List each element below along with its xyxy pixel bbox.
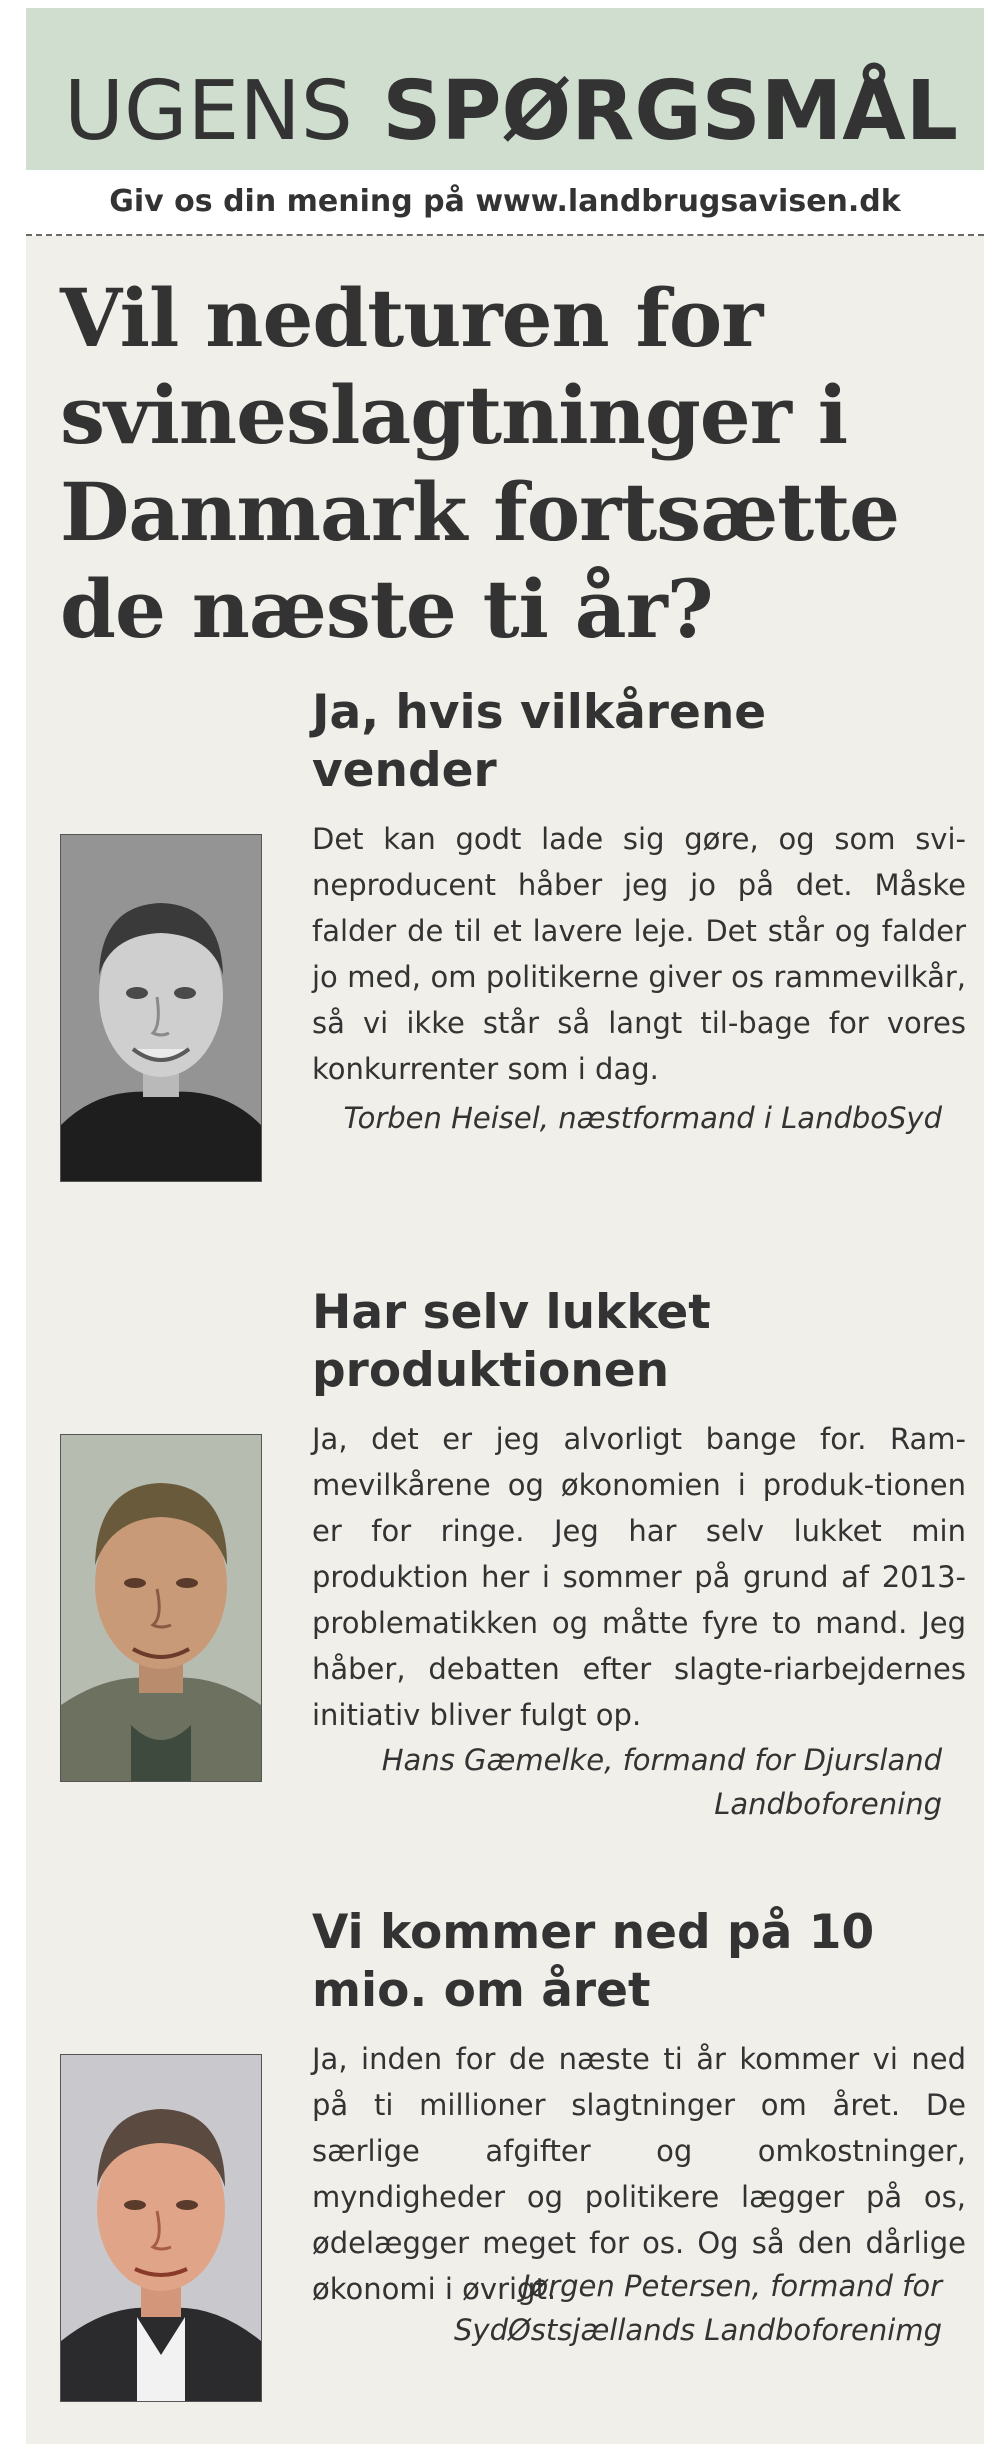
masthead-subtitle: Giv os din mening på www.landbrugsavisen.dk — [109, 184, 901, 219]
answer-signature: Hans Gæmelke, formand for Djursland Landboforening — [381, 1743, 942, 1821]
portrait-photo — [60, 1434, 262, 1782]
portrait-photo — [60, 834, 262, 1182]
portrait-photo-black-and-white-icon — [61, 835, 261, 1181]
masthead-title-light: UGENS — [64, 64, 353, 159]
answer-signature: Jørgen Petersen, formand for SydØstsjællands Landboforenimg — [454, 2269, 942, 2347]
portrait-photo — [60, 2054, 262, 2402]
masthead-subtitle-bar — [26, 170, 984, 236]
answer-heading: Har selv lukket produktionen — [312, 1285, 711, 1398]
answer-signature: Torben Heisel, næstformand i LandboSyd — [343, 1101, 942, 1135]
answer-heading: Ja, hvis vilkårene vender — [312, 685, 767, 798]
article-page — [26, 8, 984, 2444]
answer-body: Ja, det er jeg alvorligt bange for. Ram-mevilkårene og økonomien i produk-tionen er for ringe. Jeg har selv lukket min produktion her i sommer på grund af 2013-problematikken og måtte fyre to mand. Jeg håber, debatten efter slagte-riarbejdernes initiativ bliver fulgt op. — [312, 1422, 966, 1732]
portrait-photo-color-icon — [61, 2055, 261, 2401]
portrait-photo-color-icon — [61, 1435, 261, 1781]
question-headline: Vil nedturen for svineslagtninger i Danmark fortsætte de næste ti år? — [60, 271, 900, 656]
masthead-title — [64, 64, 958, 160]
masthead-title-bold: SPØRGSMÅL — [382, 64, 959, 159]
answer-heading: Vi kommer ned på 10 mio. om året — [312, 1905, 875, 2018]
answer-body: Ja, inden for de næste ti år kommer vi ned på ti millioner slagtninger om året. De særlige afgifter og omkostninger, myndigheder og politikere lægger på os, ødelægger meget for os. Og så den dårlige økonomi i øvrigt. — [312, 2042, 966, 2306]
answer-body: Det kan godt lade sig gøre, og som svi-neproducent håber jeg jo på det. Måske falder de til et lavere leje. Det står og falder jo med, om politikerne giver os rammevilkår, så vi ikke står så langt til-bage for vores konkurrenter som i dag. — [312, 822, 966, 1086]
masthead — [26, 8, 984, 170]
